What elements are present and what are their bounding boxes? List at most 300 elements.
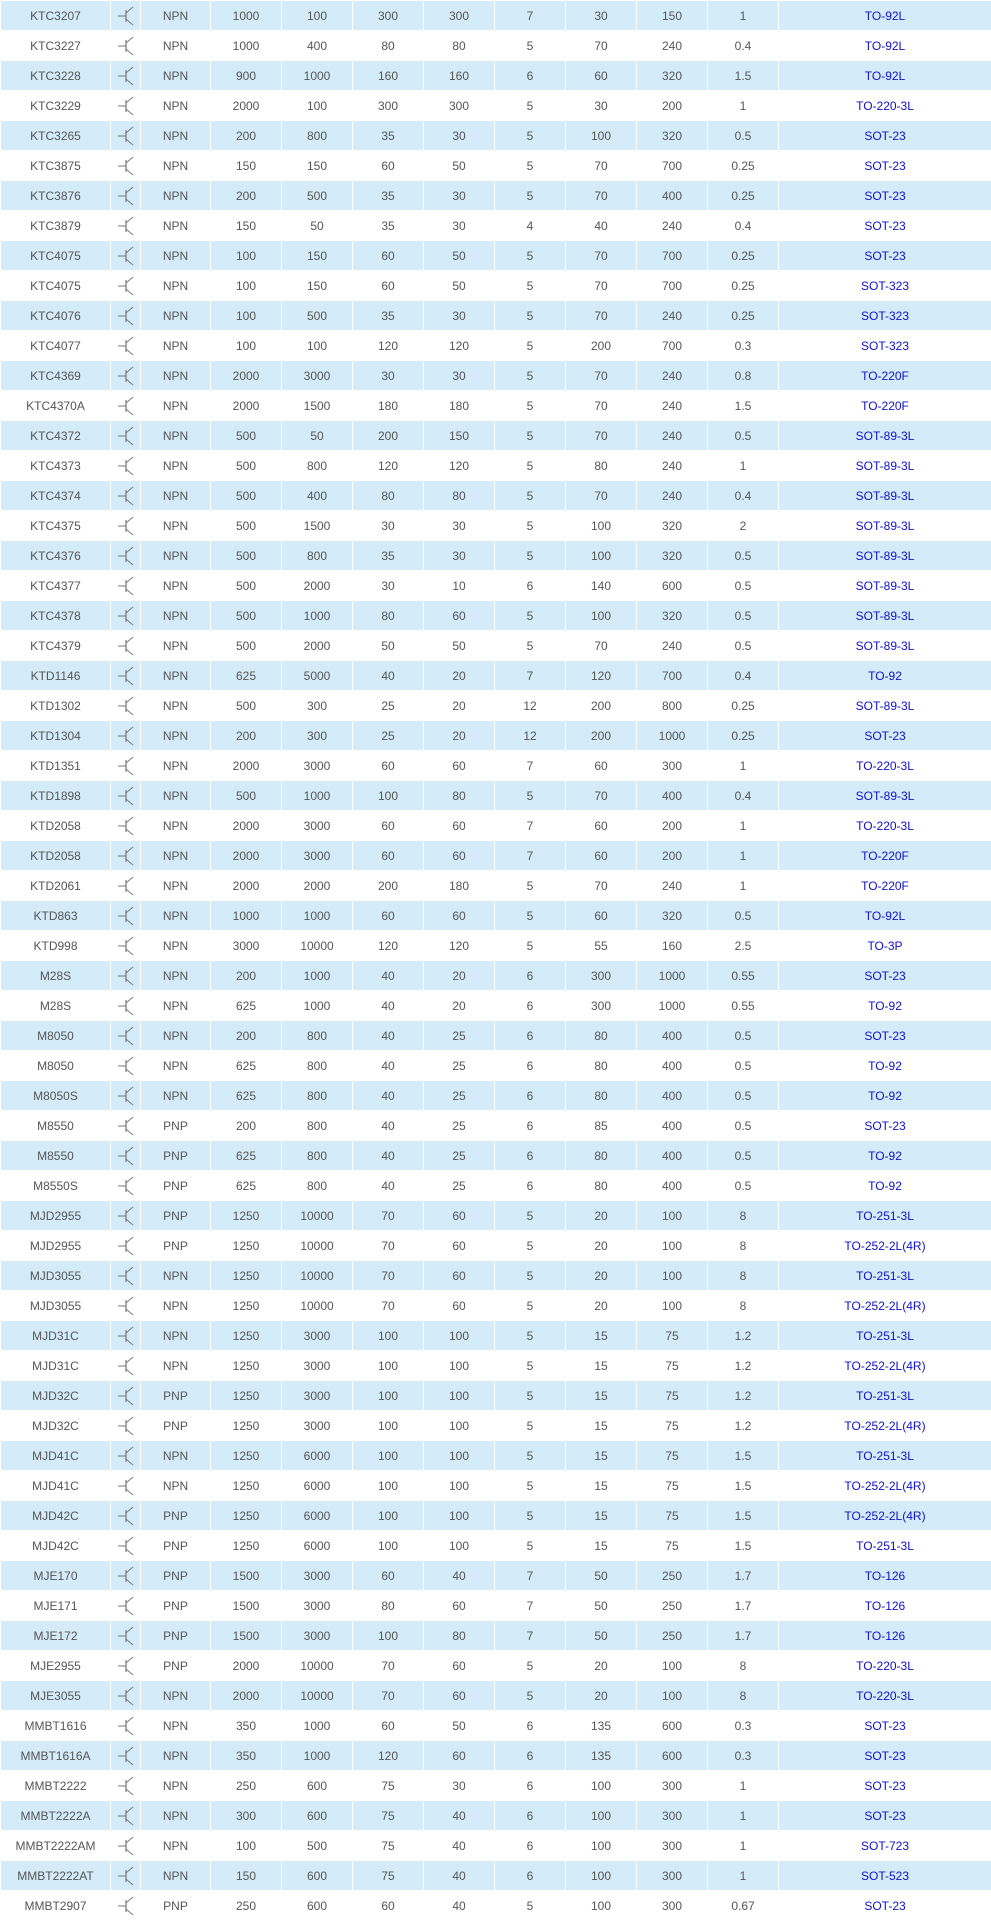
cell-vebo: 6 (495, 1801, 566, 1831)
cell-ic: 6000 (282, 1441, 353, 1471)
cell-vcbo: 25 (353, 691, 424, 721)
cell-package[interactable] (779, 151, 991, 181)
package-link[interactable]: SOT-23 (864, 968, 906, 983)
package-link[interactable]: SOT-23 (864, 1898, 906, 1913)
transistor-symbol-icon (111, 781, 141, 811)
cell-hfe-min: 140 (566, 571, 637, 601)
cell-part-number: MJD31C (1, 1351, 111, 1381)
cell-package[interactable] (779, 1561, 991, 1591)
cell-package[interactable] (779, 1741, 991, 1771)
transistor-symbol-icon (111, 1441, 141, 1471)
transistor-symbol-icon (111, 181, 141, 211)
cell-hfe-min: 80 (566, 1051, 637, 1081)
cell-package[interactable] (779, 1201, 991, 1231)
cell-package[interactable] (779, 661, 991, 691)
cell-hfe-max: 100 (637, 1681, 708, 1711)
package-link[interactable]: TO-252-2L(4R) (844, 1508, 926, 1523)
cell-vcbo: 50 (353, 631, 424, 661)
package-link[interactable]: SOT-23 (864, 1808, 906, 1823)
package-link[interactable]: SOT-323 (860, 278, 910, 293)
cell-vebo: 4 (495, 211, 566, 241)
cell-package[interactable] (779, 901, 991, 931)
cell-hfe-max: 320 (637, 61, 708, 91)
cell-package[interactable] (779, 1591, 991, 1621)
table-row (1, 361, 991, 391)
transistor-symbol-icon (111, 31, 141, 61)
cell-part-number: MJD42C (1, 1531, 111, 1561)
cell-hfe-min: 300 (566, 961, 637, 991)
package-link[interactable]: SOT-23 (864, 728, 906, 743)
cell-pc: 500 (211, 781, 282, 811)
package-link[interactable]: SOT-89-3L (855, 518, 915, 533)
cell-package[interactable] (779, 961, 991, 991)
cell-package[interactable] (779, 631, 991, 661)
package-link[interactable]: SOT-89-3L (855, 698, 915, 713)
package-link[interactable]: TO-126 (864, 1628, 906, 1643)
cell-ic: 2000 (282, 631, 353, 661)
cell-vcbo: 100 (353, 1351, 424, 1381)
package-link[interactable]: SOT-723 (860, 1838, 910, 1853)
cell-vebo: 5 (495, 931, 566, 961)
cell-vce-sat: 0.8 (708, 361, 779, 391)
cell-part-number: M8050 (1, 1051, 111, 1081)
cell-vce-sat: 0.25 (708, 691, 779, 721)
cell-hfe-min: 135 (566, 1711, 637, 1741)
package-link[interactable]: SOT-23 (864, 188, 906, 203)
transistor-symbol-icon (111, 691, 141, 721)
package-link[interactable]: TO-220-3L (856, 98, 914, 113)
transistor-symbol-icon (111, 1351, 141, 1381)
package-link[interactable]: SOT-23 (864, 128, 906, 143)
cell-package[interactable] (779, 751, 991, 781)
cell-hfe-min: 30 (566, 1, 637, 31)
package-link[interactable]: SOT-23 (864, 1748, 906, 1763)
cell-package[interactable] (779, 721, 991, 751)
cell-hfe-min: 70 (566, 271, 637, 301)
cell-vcbo: 100 (353, 1621, 424, 1651)
cell-part-number: KTC4376 (1, 541, 111, 571)
cell-part-number: MMBT2907 (1, 1891, 111, 1921)
cell-ic: 6000 (282, 1531, 353, 1561)
package-link[interactable]: TO-92 (868, 1088, 902, 1103)
cell-type: NPN (141, 1291, 211, 1321)
cell-type: NPN (141, 361, 211, 391)
table-row (1, 181, 991, 211)
package-link[interactable]: SOT-89-3L (855, 458, 915, 473)
transistor-symbol-icon (111, 991, 141, 1021)
cell-type: PNP (141, 1621, 211, 1651)
table-row (1, 1801, 991, 1831)
cell-package[interactable] (779, 271, 991, 301)
package-link[interactable]: TO-252-2L(4R) (844, 1358, 926, 1373)
package-link[interactable]: TO-251-3L (856, 1448, 914, 1463)
table-row (1, 601, 991, 631)
cell-vce-sat: 0.55 (708, 991, 779, 1021)
table-row (1, 1831, 991, 1861)
cell-ic: 3000 (282, 751, 353, 781)
cell-vebo: 5 (495, 601, 566, 631)
cell-vceo: 40 (424, 1891, 495, 1921)
cell-package[interactable] (779, 1861, 991, 1891)
package-link[interactable]: TO-252-2L(4R) (844, 1478, 926, 1493)
transistor-symbol-icon (111, 1621, 141, 1651)
package-link[interactable]: SOT-23 (864, 1028, 906, 1043)
cell-part-number: KTC4374 (1, 481, 111, 511)
cell-package[interactable] (779, 871, 991, 901)
cell-vcbo: 60 (353, 1561, 424, 1591)
cell-package[interactable] (779, 1, 991, 31)
cell-vce-sat: 1 (708, 841, 779, 871)
cell-hfe-min: 15 (566, 1381, 637, 1411)
cell-package[interactable] (779, 691, 991, 721)
cell-package[interactable] (779, 301, 991, 331)
cell-hfe-max: 300 (637, 1891, 708, 1921)
cell-package[interactable] (779, 1021, 991, 1051)
cell-vceo: 25 (424, 1111, 495, 1141)
cell-package[interactable] (779, 1111, 991, 1141)
cell-pc: 350 (211, 1741, 282, 1771)
cell-package[interactable] (779, 541, 991, 571)
package-link[interactable]: TO-92L (864, 38, 906, 53)
cell-package[interactable] (779, 1891, 991, 1921)
cell-pc: 1250 (211, 1471, 282, 1501)
cell-vcbo: 35 (353, 211, 424, 241)
table-row (1, 1621, 991, 1651)
package-link[interactable]: TO-126 (864, 1598, 906, 1613)
cell-type: PNP (141, 1891, 211, 1921)
cell-package[interactable] (779, 391, 991, 421)
cell-pc: 1500 (211, 1591, 282, 1621)
cell-part-number: M8550S (1, 1171, 111, 1201)
package-link[interactable]: TO-220F (861, 368, 909, 383)
cell-pc: 500 (211, 691, 282, 721)
cell-vebo: 5 (495, 91, 566, 121)
cell-vce-sat: 0.25 (708, 241, 779, 271)
package-link[interactable]: TO-92 (868, 668, 902, 683)
cell-package[interactable] (779, 1261, 991, 1291)
package-link[interactable]: SOT-23 (864, 218, 906, 233)
cell-type: PNP (141, 1651, 211, 1681)
package-link[interactable]: TO-220-3L (856, 1658, 914, 1673)
cell-part-number: KTD2058 (1, 811, 111, 841)
cell-vebo: 6 (495, 571, 566, 601)
cell-vce-sat: 1.7 (708, 1621, 779, 1651)
cell-package[interactable] (779, 811, 991, 841)
cell-vcbo: 200 (353, 871, 424, 901)
cell-hfe-min: 60 (566, 811, 637, 841)
cell-package[interactable] (779, 1171, 991, 1201)
package-link[interactable]: TO-126 (864, 1568, 906, 1583)
cell-package[interactable] (779, 1291, 991, 1321)
cell-package[interactable] (779, 1771, 991, 1801)
cell-package[interactable] (779, 211, 991, 241)
package-link[interactable]: TO-251-3L (856, 1328, 914, 1343)
table-row (1, 1201, 991, 1231)
cell-package[interactable] (779, 1081, 991, 1111)
cell-hfe-max: 400 (637, 781, 708, 811)
cell-package[interactable] (779, 841, 991, 871)
package-link[interactable]: TO-220-3L (856, 818, 914, 833)
package-link[interactable]: SOT-89-3L (855, 608, 915, 623)
package-link[interactable]: TO-3P (867, 938, 903, 953)
cell-package[interactable] (779, 1801, 991, 1831)
cell-hfe-min: 100 (566, 541, 637, 571)
cell-package[interactable] (779, 1231, 991, 1261)
package-link[interactable]: TO-92 (868, 998, 902, 1013)
cell-vceo: 20 (424, 661, 495, 691)
package-link[interactable]: SOT-23 (864, 1778, 906, 1793)
cell-ic: 1000 (282, 781, 353, 811)
package-link[interactable]: TO-252-2L(4R) (844, 1418, 926, 1433)
package-link[interactable]: SOT-89-3L (855, 578, 915, 593)
cell-vceo: 60 (424, 1231, 495, 1261)
package-link[interactable]: TO-251-3L (856, 1538, 914, 1553)
cell-hfe-min: 200 (566, 691, 637, 721)
cell-hfe-min: 300 (566, 991, 637, 1021)
cell-vceo: 100 (424, 1381, 495, 1411)
cell-package[interactable] (779, 31, 991, 61)
package-link[interactable]: SOT-89-3L (855, 788, 915, 803)
cell-package[interactable] (779, 1621, 991, 1651)
cell-vcbo: 120 (353, 451, 424, 481)
cell-package[interactable] (779, 1651, 991, 1681)
cell-package[interactable] (779, 1441, 991, 1471)
package-link[interactable]: SOT-323 (860, 308, 910, 323)
cell-hfe-min: 70 (566, 241, 637, 271)
cell-pc: 2000 (211, 361, 282, 391)
cell-vcbo: 60 (353, 1891, 424, 1921)
cell-ic: 3000 (282, 1351, 353, 1381)
package-link[interactable]: TO-92 (868, 1058, 902, 1073)
package-link[interactable]: SOT-89-3L (855, 548, 915, 563)
cell-vce-sat: 1 (708, 1771, 779, 1801)
package-link[interactable]: TO-220-3L (856, 758, 914, 773)
cell-hfe-min: 40 (566, 211, 637, 241)
cell-package[interactable] (779, 1711, 991, 1741)
cell-part-number: KTC4375 (1, 511, 111, 541)
cell-package[interactable] (779, 61, 991, 91)
cell-vceo: 30 (424, 301, 495, 331)
cell-hfe-min: 70 (566, 391, 637, 421)
cell-part-number: KTD1898 (1, 781, 111, 811)
cell-vceo: 60 (424, 751, 495, 781)
package-link[interactable]: TO-220F (861, 848, 909, 863)
cell-vcbo: 100 (353, 1321, 424, 1351)
package-link[interactable]: TO-252-2L(4R) (844, 1298, 926, 1313)
package-link[interactable]: SOT-23 (864, 158, 906, 173)
cell-type: NPN (141, 391, 211, 421)
transistor-symbol-icon (111, 1081, 141, 1111)
package-link[interactable]: TO-220F (861, 398, 909, 413)
cell-vce-sat: 0.25 (708, 151, 779, 181)
cell-type: NPN (141, 541, 211, 571)
cell-vceo: 60 (424, 1291, 495, 1321)
cell-ic: 600 (282, 1771, 353, 1801)
cell-vcbo: 100 (353, 1381, 424, 1411)
transistor-symbol-icon (111, 1561, 141, 1591)
cell-package[interactable] (779, 91, 991, 121)
table-row (1, 61, 991, 91)
cell-package[interactable] (779, 1321, 991, 1351)
cell-hfe-max: 160 (637, 931, 708, 961)
package-link[interactable]: SOT-523 (860, 1868, 910, 1883)
package-link[interactable]: TO-92L (864, 68, 906, 83)
package-link[interactable]: TO-251-3L (856, 1388, 914, 1403)
cell-vceo: 20 (424, 991, 495, 1021)
cell-package[interactable] (779, 421, 991, 451)
cell-vebo: 5 (495, 1471, 566, 1501)
cell-vceo: 60 (424, 601, 495, 631)
cell-hfe-max: 400 (637, 1081, 708, 1111)
cell-package[interactable] (779, 601, 991, 631)
cell-vebo: 5 (495, 1651, 566, 1681)
cell-package[interactable] (779, 121, 991, 151)
cell-vce-sat: 1 (708, 811, 779, 841)
cell-type: NPN (141, 811, 211, 841)
cell-vce-sat: 0.5 (708, 1111, 779, 1141)
package-link[interactable]: TO-252-2L(4R) (844, 1238, 926, 1253)
cell-ic: 3000 (282, 811, 353, 841)
cell-hfe-max: 700 (637, 661, 708, 691)
cell-vebo: 6 (495, 1051, 566, 1081)
cell-hfe-min: 100 (566, 601, 637, 631)
cell-hfe-min: 70 (566, 781, 637, 811)
cell-part-number: MMBT1616 (1, 1711, 111, 1741)
cell-vcbo: 80 (353, 31, 424, 61)
cell-part-number: MJD2955 (1, 1231, 111, 1261)
cell-package[interactable] (779, 1831, 991, 1861)
cell-hfe-min: 60 (566, 61, 637, 91)
cell-package[interactable] (779, 361, 991, 391)
package-link[interactable]: TO-92 (868, 1148, 902, 1163)
cell-hfe-min: 80 (566, 451, 637, 481)
cell-pc: 2000 (211, 841, 282, 871)
cell-type: NPN (141, 631, 211, 661)
package-link[interactable]: SOT-323 (860, 338, 910, 353)
cell-hfe-max: 1000 (637, 991, 708, 1021)
cell-package[interactable] (779, 181, 991, 211)
cell-hfe-max: 240 (637, 421, 708, 451)
cell-package[interactable] (779, 1141, 991, 1171)
cell-hfe-min: 20 (566, 1681, 637, 1711)
package-link[interactable]: SOT-23 (864, 1118, 906, 1133)
cell-hfe-max: 75 (637, 1531, 708, 1561)
cell-vebo: 6 (495, 991, 566, 1021)
cell-vceo: 120 (424, 931, 495, 961)
cell-hfe-max: 240 (637, 481, 708, 511)
cell-package[interactable] (779, 1531, 991, 1561)
package-link[interactable]: SOT-23 (864, 248, 906, 263)
package-link[interactable]: TO-220F (861, 878, 909, 893)
cell-vceo: 20 (424, 961, 495, 991)
cell-ic: 10000 (282, 1291, 353, 1321)
package-link[interactable]: TO-251-3L (856, 1268, 914, 1283)
cell-vceo: 100 (424, 1501, 495, 1531)
cell-hfe-min: 60 (566, 841, 637, 871)
cell-pc: 1250 (211, 1291, 282, 1321)
cell-package[interactable] (779, 331, 991, 361)
cell-type: NPN (141, 1801, 211, 1831)
cell-type: NPN (141, 1741, 211, 1771)
cell-vebo: 7 (495, 841, 566, 871)
cell-package[interactable] (779, 931, 991, 961)
cell-package[interactable] (779, 1501, 991, 1531)
package-link[interactable]: TO-220-3L (856, 1688, 914, 1703)
cell-pc: 500 (211, 601, 282, 631)
package-link[interactable]: TO-251-3L (856, 1208, 914, 1223)
package-link[interactable]: TO-92L (864, 908, 906, 923)
cell-package[interactable] (779, 481, 991, 511)
cell-pc: 500 (211, 511, 282, 541)
transistor-symbol-icon (111, 331, 141, 361)
cell-ic: 3000 (282, 841, 353, 871)
cell-package[interactable] (779, 511, 991, 541)
cell-package[interactable] (779, 1051, 991, 1081)
cell-package[interactable] (779, 1471, 991, 1501)
cell-package[interactable] (779, 1381, 991, 1411)
cell-type: NPN (141, 1831, 211, 1861)
cell-vcbo: 80 (353, 481, 424, 511)
package-link[interactable]: TO-92L (864, 8, 906, 23)
package-link[interactable]: SOT-89-3L (855, 488, 915, 503)
cell-package[interactable] (779, 241, 991, 271)
cell-vebo: 6 (495, 61, 566, 91)
cell-part-number: MJE2955 (1, 1651, 111, 1681)
package-link[interactable]: TO-92 (868, 1178, 902, 1193)
cell-type: NPN (141, 271, 211, 301)
cell-vce-sat: 0.5 (708, 631, 779, 661)
cell-part-number: KTD1351 (1, 751, 111, 781)
cell-package[interactable] (779, 781, 991, 811)
package-link[interactable]: SOT-89-3L (855, 428, 915, 443)
cell-vceo: 20 (424, 721, 495, 751)
cell-vebo: 7 (495, 1, 566, 31)
cell-package[interactable] (779, 1351, 991, 1381)
cell-package[interactable] (779, 451, 991, 481)
cell-vcbo: 180 (353, 391, 424, 421)
transistor-symbol-icon (111, 1891, 141, 1921)
cell-hfe-max: 250 (637, 1621, 708, 1651)
cell-part-number: KTC4075 (1, 271, 111, 301)
transistor-symbol-icon (111, 1741, 141, 1771)
cell-hfe-min: 100 (566, 1771, 637, 1801)
table-row (1, 1861, 991, 1891)
cell-vce-sat: 2 (708, 511, 779, 541)
table-row (1, 151, 991, 181)
cell-vebo: 5 (495, 421, 566, 451)
cell-vceo: 60 (424, 1681, 495, 1711)
transistor-symbol-icon (111, 1231, 141, 1261)
cell-vceo: 300 (424, 91, 495, 121)
cell-type: NPN (141, 721, 211, 751)
cell-package[interactable] (779, 1681, 991, 1711)
cell-vce-sat: 0.25 (708, 721, 779, 751)
cell-package[interactable] (779, 1411, 991, 1441)
cell-ic: 150 (282, 241, 353, 271)
cell-package[interactable] (779, 571, 991, 601)
cell-part-number: KTD1146 (1, 661, 111, 691)
cell-vcbo: 120 (353, 1741, 424, 1771)
package-link[interactable]: SOT-23 (864, 1718, 906, 1733)
cell-pc: 300 (211, 1801, 282, 1831)
package-link[interactable]: SOT-89-3L (855, 638, 915, 653)
cell-package[interactable] (779, 991, 991, 1021)
cell-pc: 150 (211, 151, 282, 181)
transistor-symbol-icon (111, 301, 141, 331)
cell-hfe-max: 400 (637, 1171, 708, 1201)
cell-ic: 800 (282, 121, 353, 151)
table-row (1, 481, 991, 511)
